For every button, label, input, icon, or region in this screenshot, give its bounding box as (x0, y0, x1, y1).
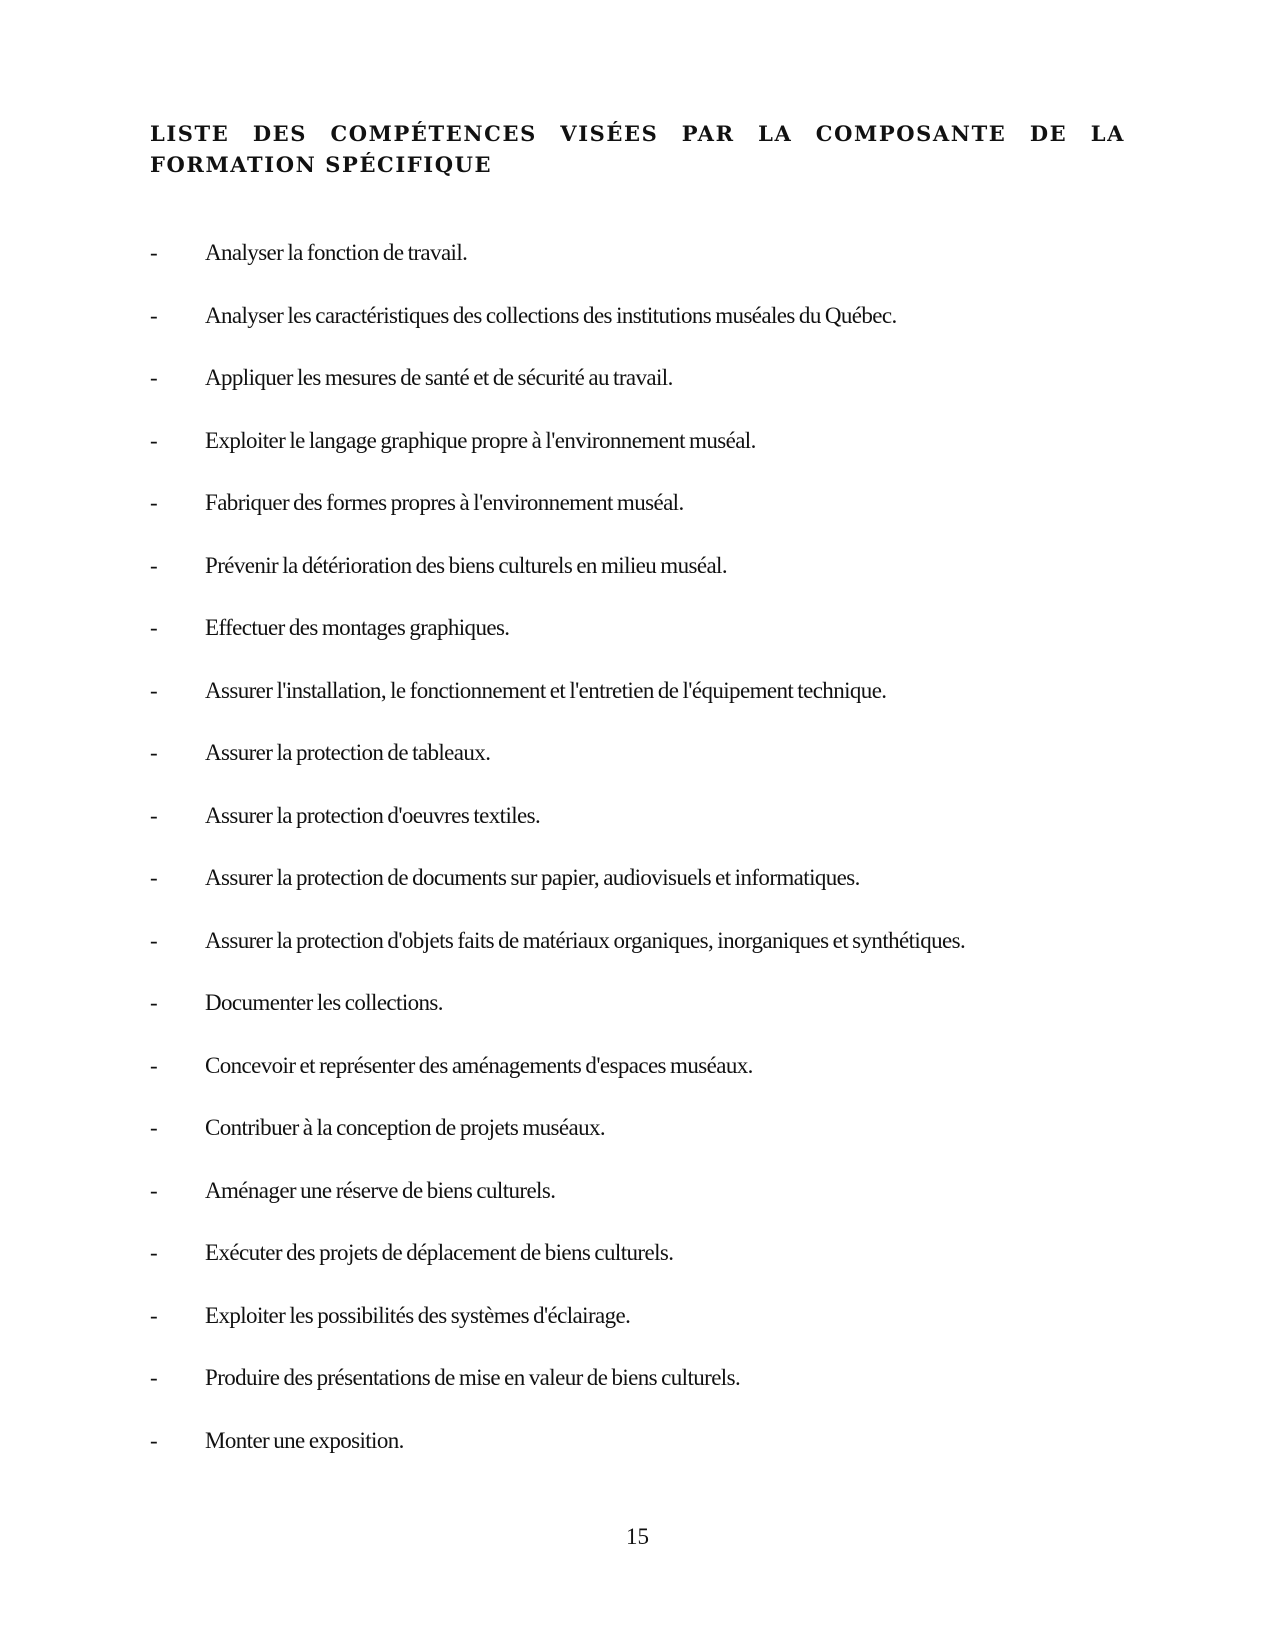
list-item (150, 865, 1125, 928)
list-bullet: - (150, 990, 158, 1015)
list-bullet: - (150, 865, 158, 890)
competence-text: Analyser les caractéristiques des collections des institutions muséales du Québec. (205, 302, 897, 328)
list-bullet: - (150, 1052, 158, 1078)
list-item (150, 678, 1125, 741)
competence-text: Exécuter des projets de déplacement de biens culturels. (205, 1240, 674, 1265)
list-bullet: - (150, 240, 158, 265)
list-item (150, 803, 1125, 866)
list-item (150, 490, 1125, 553)
list-item (150, 240, 1125, 303)
list-bullet: - (150, 1302, 158, 1328)
list-item (150, 1428, 1125, 1491)
list-item (150, 990, 1125, 1053)
list-bullet: - (150, 927, 158, 953)
list-item (150, 928, 1125, 991)
list-bullet: - (150, 740, 158, 765)
page-title: LISTE DES COMPÉTENCES VISÉES PAR LA COMPOSANTE DE LA FORMATION SPÉCIFIQUE (150, 121, 1125, 177)
list-bullet: - (150, 365, 158, 390)
list-bullet: - (150, 1427, 158, 1453)
competence-text: Assurer la protection d'oeuvres textiles. (205, 802, 541, 828)
competence-text: Contribuer à la conception de projets muséaux. (205, 1115, 606, 1140)
list-item (150, 1178, 1125, 1241)
competence-text: Monter une exposition. (205, 1427, 404, 1453)
competence-text: Exploiter les possibilités des systèmes d'éclairage. (205, 1302, 631, 1328)
list-item (150, 1053, 1125, 1116)
competence-text: Assurer la protection d'objets faits de matériaux organiques, inorganiques et synthétiques. (205, 927, 966, 953)
competence-text: Analyser la fonction de travail. (205, 240, 468, 265)
list-bullet: - (150, 1240, 158, 1265)
list-bullet: - (150, 1177, 158, 1203)
list-bullet: - (150, 677, 158, 703)
list-item (150, 740, 1125, 803)
competence-text: Produire des présentations de mise en valeur de biens culturels. (205, 1365, 741, 1390)
list-item (150, 1115, 1125, 1178)
competence-text: Effectuer des montages graphiques. (205, 615, 510, 640)
competence-text: Assurer la protection de tableaux. (205, 740, 491, 765)
list-item (150, 1365, 1125, 1428)
list-bullet: - (150, 552, 158, 578)
competence-text: Assurer l'installation, le fonctionnement et l'entretien de l'équipement technique. (205, 677, 887, 703)
list-item (150, 1303, 1125, 1366)
competence-text: Concevoir et représenter des aménagements d'espaces muséaux. (205, 1052, 753, 1078)
list-bullet: - (150, 1115, 158, 1140)
list-bullet: - (150, 802, 158, 828)
competence-text: Fabriquer des formes propres à l'environnement muséal. (205, 490, 684, 515)
competence-text: Documenter les collections. (205, 990, 443, 1015)
competence-text: Prévenir la détérioration des biens culturels en milieu muséal. (205, 552, 728, 578)
list-bullet: - (150, 302, 158, 328)
list-item (150, 1240, 1125, 1303)
list-bullet: - (150, 1365, 158, 1390)
competence-text: Aménager une réserve de biens culturels. (205, 1177, 556, 1203)
competence-text: Appliquer les mesures de santé et de sécurité au travail. (205, 365, 673, 390)
list-item (150, 428, 1125, 491)
competence-text: Exploiter le langage graphique propre à l'environnement muséal. (205, 427, 756, 453)
list-bullet: - (150, 615, 158, 640)
list-item (150, 365, 1125, 428)
competence-text: Assurer la protection de documents sur papier, audiovisuels et informatiques. (205, 865, 860, 890)
list-bullet: - (150, 490, 158, 515)
page-number: 15 (626, 1524, 649, 1549)
list-item (150, 303, 1125, 366)
competence-list (150, 240, 1125, 1490)
list-bullet: - (150, 427, 158, 453)
list-item (150, 615, 1125, 678)
list-item (150, 553, 1125, 616)
